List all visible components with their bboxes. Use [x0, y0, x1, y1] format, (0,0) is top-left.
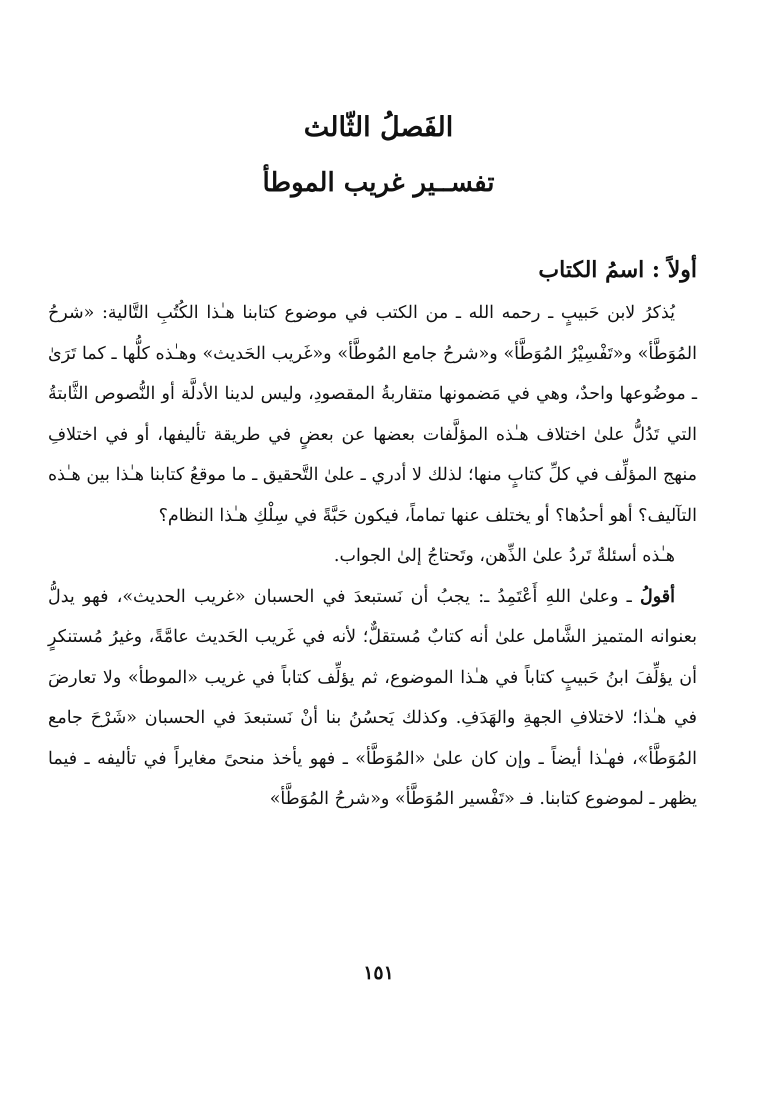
section-heading: أولاً : اسمُ الكتاب — [538, 257, 697, 283]
chapter-title: الفَصلُ الثّالث — [303, 112, 454, 143]
paragraph-3-lead: أقولُ — [640, 586, 675, 607]
paragraph-3-text: ـ وعلىٰ اللهِ أَعْتَمِدُ ـ: يجبُ أن نَستبعدَ في الحسبان «غريب الحديث»، فهو يدلُّ بعنوانه المتميز الشَّامل علىٰ أنه كتابٌ مُستقلٌّ؛ لأنه في غَريب الحَديث عامَّةً، وغيرُ مُستنكرٍ أن يؤلِّفَ ابنُ حَبيبٍ كتاباً في هـٰذا الموضوع، ثم يؤلِّف كتاباً في غريب «الموطأ» ولا تعارضَ في هـٰذا؛ لاختلافِ الجهةِ والهَدَفِ. وكذلك يَحسُنُ بنا أنْ نَستبعدَ في الحسبان «شَرْحَ جامع المُوَطَّأ»، فهـٰذا أيضاً ـ وإن كان علىٰ «المُوَطَّأ» ـ فهو يأخذ منحىً مغايراً في تأليفه ـ فيما يظهر ـ لموضوع كتابنا. فـ «تَفْسير المُوَطَّأ» و«شرحُ المُوَطَّأ» — [48, 586, 697, 809]
paragraph-1-text: يُذكرُ لابن حَبيبٍ ـ رحمه الله ـ من الكتب في موضوع كتابنا هـٰذا الكُتُبِ التَّالية: «شرحُ المُوَطَّأ» و«تَفْسِيْرُ المُوَطَّأ» و«شرحُ جامع المُوطَّأ» و«غَريب الحَديث» وهـٰذه كلُّها ـ كما تَرَىٰ ـ موضُوعها واحدٌ، وهي في مَضمونها متقاربةُ المقصودِ، وليس لدينا الأدلَّة أو النُّصوص الثَّابتةُ التي تَدُلُّ علىٰ اختلاف هـٰذه المؤلَّفات بعضها عن بعضٍ في طريقة تأليفها، أو في اختلافِ منهج المؤلِّف في كلِّ كتابٍ منها؛ لذلك لا أدري ـ علىٰ التَّحقيق ـ ما موقعُ كتابنا هـٰذا بين هـٰذه التآليف؟ أهو أحدُها؟ أو يختلف عنها تماماً، فيكون حَبَّةً في سِلْكِ هـٰذا النظام؟ — [48, 303, 697, 526]
paragraph-2-text: هـٰذه أسئلةٌ تَردُ علىٰ الذِّهن، وتَحتاجُ إلىٰ الجواب. — [333, 546, 675, 566]
page-number: ١٥١ — [363, 962, 394, 984]
paragraph-1 — [48, 293, 697, 536]
body-text — [48, 293, 697, 820]
chapter-subtitle: تفســير غريب الموطأ — [262, 168, 495, 198]
paragraph-3 — [48, 577, 697, 820]
paragraph-2 — [48, 536, 697, 577]
